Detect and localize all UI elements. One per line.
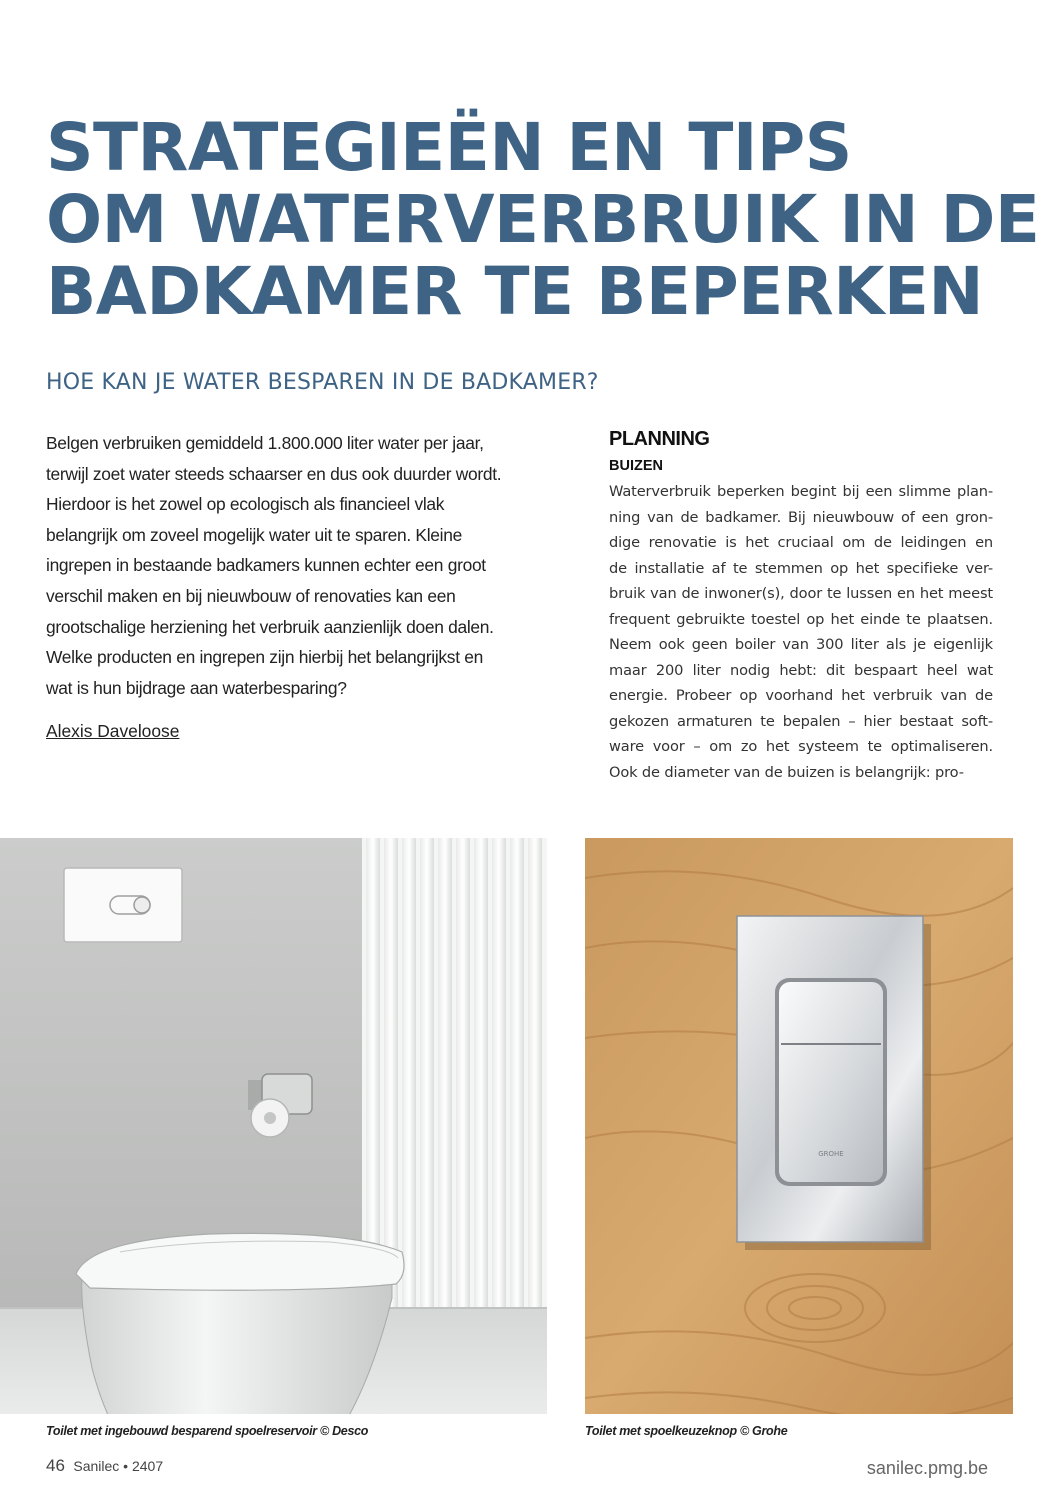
- intro-paragraph: [46, 428, 516, 703]
- body-line: gekozen armaturen te bepalen – hier bestaat soft-: [609, 712, 993, 730]
- caption-left: Toilet met ingebouwd besparend spoelreservoir © Desco: [46, 1424, 369, 1438]
- article-subtitle: HOE KAN JE WATER BESPAREN IN DE BADKAMER?: [46, 370, 599, 395]
- page-number: 46: [46, 1456, 65, 1475]
- article-title: [46, 109, 1040, 330]
- body-line: Neem ook geen boiler van 300 liter als je eigenlijk: [609, 636, 993, 653]
- body-line: ware voor – om zo het systeem te optimaliseren.: [609, 738, 993, 755]
- intro-line: Belgen verbruiken gemiddeld 1.800.000 liter water per jaar,: [46, 433, 484, 453]
- photo-wall-hung-toilet: [0, 838, 547, 1414]
- flush-plate-illustration: [585, 838, 1013, 1414]
- intro-line: Welke producten en ingrepen zijn hierbij het belangrijkst en: [46, 647, 484, 668]
- intro-line: terwijl zoet water steeds schaarser en dus ook duurder wordt.: [46, 463, 502, 484]
- body-column: [609, 479, 993, 785]
- photo-flush-plate: [585, 838, 1013, 1414]
- body-line: de installatie af te stemmen op het specifieke ver-: [609, 559, 993, 577]
- body-line: dige renovatie is het cruciaal om de leidingen en: [609, 534, 993, 551]
- magazine-issue: Sanilec • 2407: [73, 1458, 164, 1474]
- body-line: frequent gebruikte toestel op het einde te plaatsen.: [609, 610, 993, 628]
- body-line: Ook de diameter van de buizen is belangrijk: pro-: [609, 763, 964, 781]
- intro-line: grootschalige herziening het verbruik aanzienlijk doen dalen.: [46, 616, 494, 637]
- flush-plate: [64, 868, 182, 942]
- intro-line: Hierdoor is het zowel op ecologisch als financieel vlak: [46, 494, 445, 515]
- section-heading-planning: PLANNING: [609, 428, 710, 450]
- subheading-buizen: BUIZEN: [609, 458, 663, 474]
- body-line: ning van de badkamer. Bij nieuwbouw of een gron-: [609, 508, 993, 526]
- body-line: Waterverbruik beperken begint bij een slimme plan-: [609, 483, 993, 500]
- intro-line: belangrijk om zoveel mogelijk water uit te sparen. Kleine: [46, 524, 462, 545]
- author-byline[interactable]: Alexis Daveloose: [46, 721, 180, 741]
- footer-website-link[interactable]: sanilec.pmg.be: [866, 1458, 988, 1478]
- body-line: maar 200 liter nodig hebt: dit bespaart heel wat: [609, 661, 993, 679]
- intro-line: wat is hun bijdrage aan waterbesparing?: [46, 677, 347, 698]
- intro-line: ingrepen in bestaande badkamers kunnen echter een groot: [46, 555, 486, 576]
- body-line: bruik van de inwoner(s), door te lussen en het meest: [609, 585, 993, 602]
- title-line-2: OM WATERVERBRUIK IN DE: [46, 181, 1040, 258]
- footer-page-info: [46, 1456, 163, 1476]
- intro-line: verschil maken en bij nieuwbouw of renovaties kan een: [46, 585, 456, 606]
- title-line-3: BADKAMER TE BEPERKEN: [46, 253, 984, 330]
- grohe-logo: GROHE: [818, 1150, 844, 1158]
- title-line-1: STRATEGIEËN EN TIPS: [46, 109, 852, 186]
- caption-right: Toilet met spoelkeuzeknop © Grohe: [585, 1424, 788, 1438]
- body-line: energie. Probeer op voorhand het verbruik van de: [609, 687, 993, 704]
- toilet-illustration: [0, 838, 547, 1414]
- toilet-bowl: [76, 1233, 404, 1414]
